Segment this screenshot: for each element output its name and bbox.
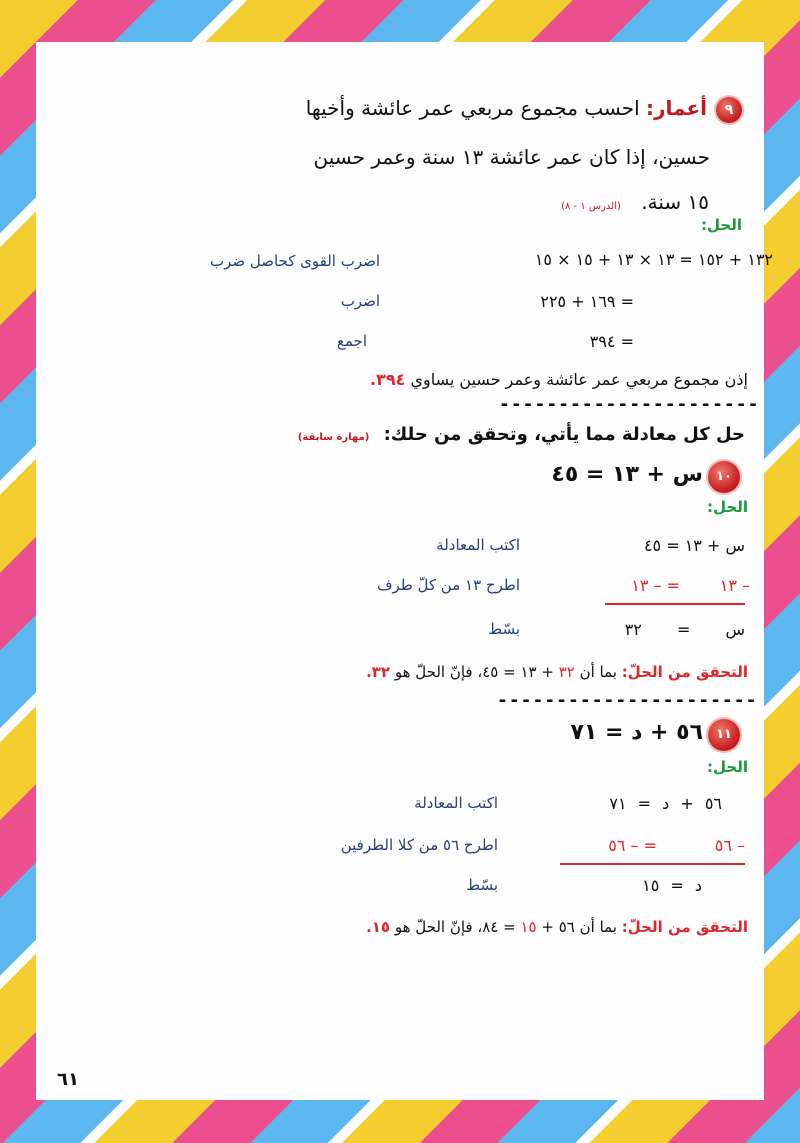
q9-step2-note: اضرب [340,292,380,310]
divider-1: ---------------------- [499,394,760,415]
question-10-equation: س + ١٣ = ٤٥ [551,462,703,487]
question-9-line2: حسين، إذا كان عمر عائشة ١٣ سنة وعمر حسين [313,145,710,169]
lesson-reference: (الدرس ١ - ٨) [561,201,621,212]
q9-step2-math: = ١٦٩ + ٢٢٥ [540,292,634,311]
page-number: ٦١ [57,1069,79,1090]
question-9-text1: احسب مجموع مربعي عمر عائشة وأخيها [305,96,640,120]
q11-step1-math: ٥٦ + د = ٧١ [609,794,722,813]
question-9-line1 [306,96,707,120]
question-9-text3: ١٥ سنة. [641,190,709,214]
section-title-text: حل كل معادلة مما يأتي، وتحقق من حلك: [383,424,745,445]
q9-step3-math: = ٣٩٤ [589,332,634,351]
q11-check-val1: ١٥ [520,918,537,936]
q11-step2-left: – ٥٦ [714,836,745,855]
q9-conclusion [370,370,748,389]
q10-check-mid: + ١٣ = ٤٥، فإنّ الحلّ هو [394,663,554,681]
question-10-badge: ١٠ [708,461,740,493]
q11-subtract-line [560,863,745,865]
q10-check [366,663,748,681]
q10-subtract-line [605,603,745,605]
q9-conclusion-value: ٣٩٤. [370,370,406,389]
question-9-badge: ٩ [716,97,742,123]
q11-check-label: التحقق من الحلّ: [621,918,748,936]
question-11-equation: ٥٦ + د = ٧١ [570,720,703,745]
q11-step1-note: اكتب المعادلة [414,794,498,812]
q9-conclusion-text: إذن مجموع مربعي عمر عائشة وعمر حسين يساوي [410,370,748,389]
q9-step1-note: اضرب القوى كحاصل ضرب [209,252,380,270]
q9-step1-math: ١٣٢ + ١٥٢ = ١٣ × ١٣ + ١٥ × ١٥ [534,250,773,269]
q9-step3-note: اجمع [336,332,367,350]
q11-step3-note: بسّط [466,876,498,894]
q10-step2-right: = – ١٣ [631,576,680,595]
question-9-line3 [561,190,709,214]
q11-check-pre: بما أن ٥٦ + [541,918,617,936]
q11-solution-label: الحل: [707,758,748,776]
q11-step2-note: اطرح ٥٦ من كلا الطرفين [340,836,498,854]
q10-check-pre: بما أن [579,663,617,681]
q11-check-mid: = ٨٤، فإنّ الحلّ هو [394,918,516,936]
q10-step3-math: س = ٣٢ [624,620,745,639]
divider-2: ---------------------- [497,690,758,711]
question-11-badge: ١١ [708,719,740,751]
q9-solution-label: الحل: [701,216,742,234]
q10-step1-math: س + ١٣ = ٤٥ [643,536,745,555]
q11-check-val2: ١٥. [366,918,391,936]
q11-check [366,918,748,936]
q10-step1-note: اكتب المعادلة [436,536,520,554]
q10-check-val2: ٣٢. [366,663,391,681]
section-title [298,424,745,445]
q10-check-label: التحقق من الحلّ: [621,663,748,681]
question-9-label: أعمار: [646,96,707,120]
q10-check-val1: ٣٢ [558,663,575,681]
q10-step3-note: بسّط [488,620,520,638]
q10-solution-label: الحل: [707,498,748,516]
q10-step2-left: – ١٣ [719,576,750,595]
q10-step2-note: اطرح ١٣ من كلّ طرف [377,576,520,594]
q11-step3-math: د = ١٥ [642,876,702,895]
skill-reference: (مهارة سابقة) [297,432,370,443]
q11-step2-right: = – ٥٦ [608,836,657,855]
